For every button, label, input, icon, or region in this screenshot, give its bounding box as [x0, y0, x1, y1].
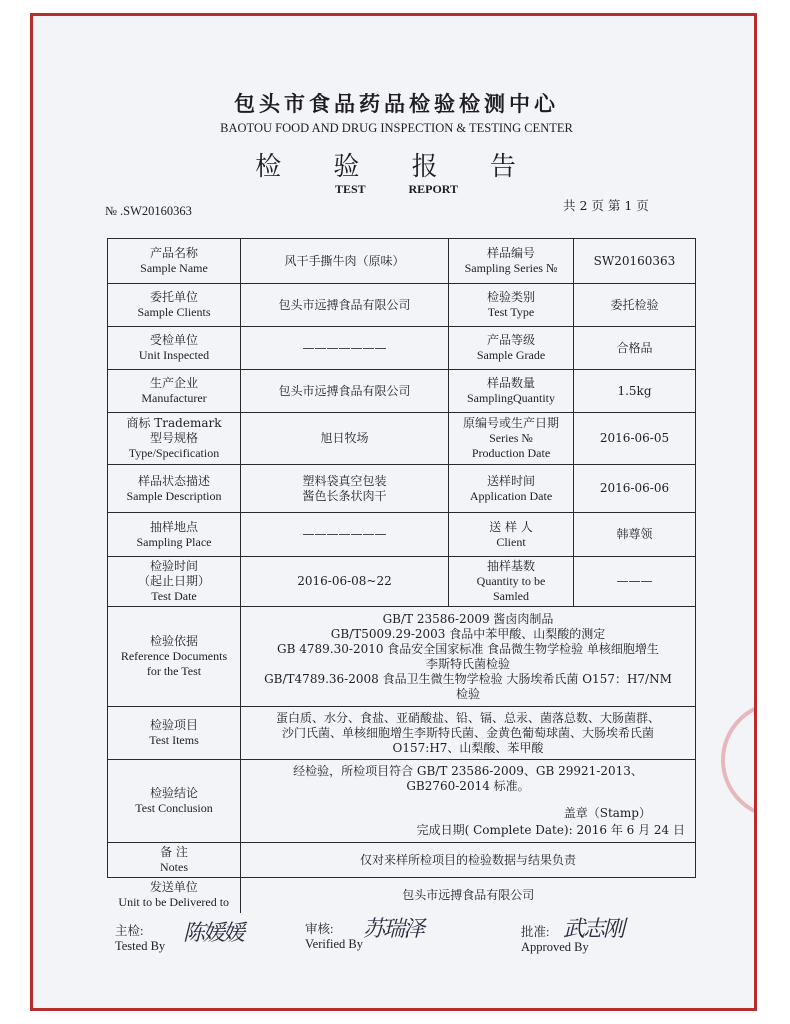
label-cell: 送样时间 Application Date	[449, 465, 574, 513]
label-cell: 送 样 人 Client	[449, 513, 574, 557]
label-cell: 抽样基数 Quantity to be Samled	[449, 557, 574, 607]
sampling-series-value: SW20160363	[574, 239, 696, 284]
tested-signature: 陈媛媛	[183, 921, 244, 946]
table-row	[108, 878, 696, 913]
page-info: 共 2 页 第 1 页	[563, 198, 649, 213]
label-cell: 产品等级 Sample Grade	[449, 327, 574, 370]
label-cell: 发送单位 Unit to be Delivered to	[108, 878, 241, 913]
table-row	[108, 513, 696, 557]
verified-signature: 苏瑞泽	[363, 917, 424, 942]
notes-value: 仅对来样所检项目的检验数据与结果负责	[241, 843, 696, 878]
manufacturer-value: 包头市远搏食品有限公司	[241, 370, 449, 413]
test-items-value: 蛋白质、水分、食盐、亚硝酸盐、铅、镉、总汞、菌落总数、大肠菌群、 沙门氏菌、单核细胞增生李斯特氏菌、金黄色葡萄球菌、大肠埃希氏菌 O157:H7、山梨酸、苯甲酸	[241, 707, 696, 760]
table-row	[108, 370, 696, 413]
clients-value: 包头市远搏食品有限公司	[241, 284, 449, 327]
label-cell: 检验类别 Test Type	[449, 284, 574, 327]
label-cell: 受检单位 Unit Inspected	[108, 327, 241, 370]
label-cell: 样品数量 SamplingQuantity	[449, 370, 574, 413]
approved-signature: 武志刚	[563, 917, 624, 942]
label-cell: 样品编号 Sampling Series №	[449, 239, 574, 284]
label-cell: 委托单位 Sample Clients	[108, 284, 241, 327]
org-name-cn: 包头市食品药品检验检测中心	[234, 91, 559, 116]
label-cell: 生产企业 Manufacturer	[108, 370, 241, 413]
sample-name-value: 风干手撕牛肉（原味）	[241, 239, 449, 284]
sample-grade-value: 合格品	[574, 327, 696, 370]
table-row	[108, 465, 696, 513]
production-date-value: 2016-06-05	[574, 413, 696, 465]
reference-documents-value: GB/T 23586-2009 酱卤肉制品 GB/T5009.29-2003 食品中苯甲酸、山梨酸的测定 GB 4789.30-2010 食品安全国家标准 食品微生物学检验 单核细胞增生 李斯特氏菌检验 GB/T4789.36-2008 食品卫生微生物学检验 大肠埃希氏菌 O157：H7/NM 检验	[241, 607, 696, 707]
label-cell: 原编号或生产日期 Series № Production Date	[449, 413, 574, 465]
table-row	[108, 413, 696, 465]
report-page	[30, 13, 757, 1011]
table-row	[108, 557, 696, 607]
sampling-quantity-value: 1.5kg	[574, 370, 696, 413]
org-name-en: BAOTOU FOOD AND DRUG INSPECTION & TESTING CENTER	[220, 121, 573, 135]
table-row	[108, 239, 696, 284]
approved-by: 批准: Approved By	[521, 925, 589, 954]
tested-by: 主检: Tested By	[115, 924, 166, 953]
label-cell: 产品名称 Sample Name	[108, 239, 241, 284]
table-row	[108, 843, 696, 878]
report-table	[107, 238, 696, 913]
table-row	[108, 327, 696, 370]
label-cell: 样品状态描述 Sample Description	[108, 465, 241, 513]
trademark-value: 旭日牧场	[241, 413, 449, 465]
report-title-en: TEST REPORT	[334, 182, 459, 196]
quantity-sampled-value: ———	[574, 557, 696, 607]
label-cell: 备 注 Notes	[108, 843, 241, 878]
test-type-value: 委托检验	[574, 284, 696, 327]
report-number: № .SW20160363	[105, 204, 192, 218]
table-row	[108, 707, 696, 760]
label-cell: 检验项目 Test Items	[108, 707, 241, 760]
label-cell: 检验时间 （起止日期） Test Date	[108, 557, 241, 607]
client-value: 韩尊领	[574, 513, 696, 557]
label-cell: 抽样地点 Sampling Place	[108, 513, 241, 557]
report-title-cn: 检 验 报 告	[255, 152, 538, 182]
unit-inspected-value: ———————	[241, 327, 449, 370]
table-row	[108, 607, 696, 707]
table-row	[108, 760, 696, 843]
label-cell: 检验结论 Test Conclusion	[108, 760, 241, 843]
unit-delivered-value: 包头市远搏食品有限公司	[241, 878, 696, 913]
conclusion-value: 经检验，所检项目符合 GB/T 23586-2009、GB 29921-2013、 GB2760-2014 标准。 盖章（Stamp） 完成日期( Complete Date): 2016 年 6 月 24 日	[241, 760, 696, 843]
verified-by: 审核: Verified By	[305, 922, 363, 951]
table-row	[108, 284, 696, 327]
label-cell: 商标 Trademark 型号规格 Type/Specification	[108, 413, 241, 465]
application-date-value: 2016-06-06	[574, 465, 696, 513]
sampling-place-value: ———————	[241, 513, 449, 557]
completion-date: 完成日期( Complete Date): 2016 年 6 月 24 日	[416, 823, 685, 837]
label-cell: 检验依据 Reference Documents for the Test	[108, 607, 241, 707]
sample-description-value: 塑料袋真空包装 酱色长条状肉干	[241, 465, 449, 513]
stamp-label: 盖章（Stamp）	[563, 806, 651, 820]
test-date-value: 2016-06-08~22	[241, 557, 449, 607]
red-seal-stamp	[721, 701, 757, 819]
